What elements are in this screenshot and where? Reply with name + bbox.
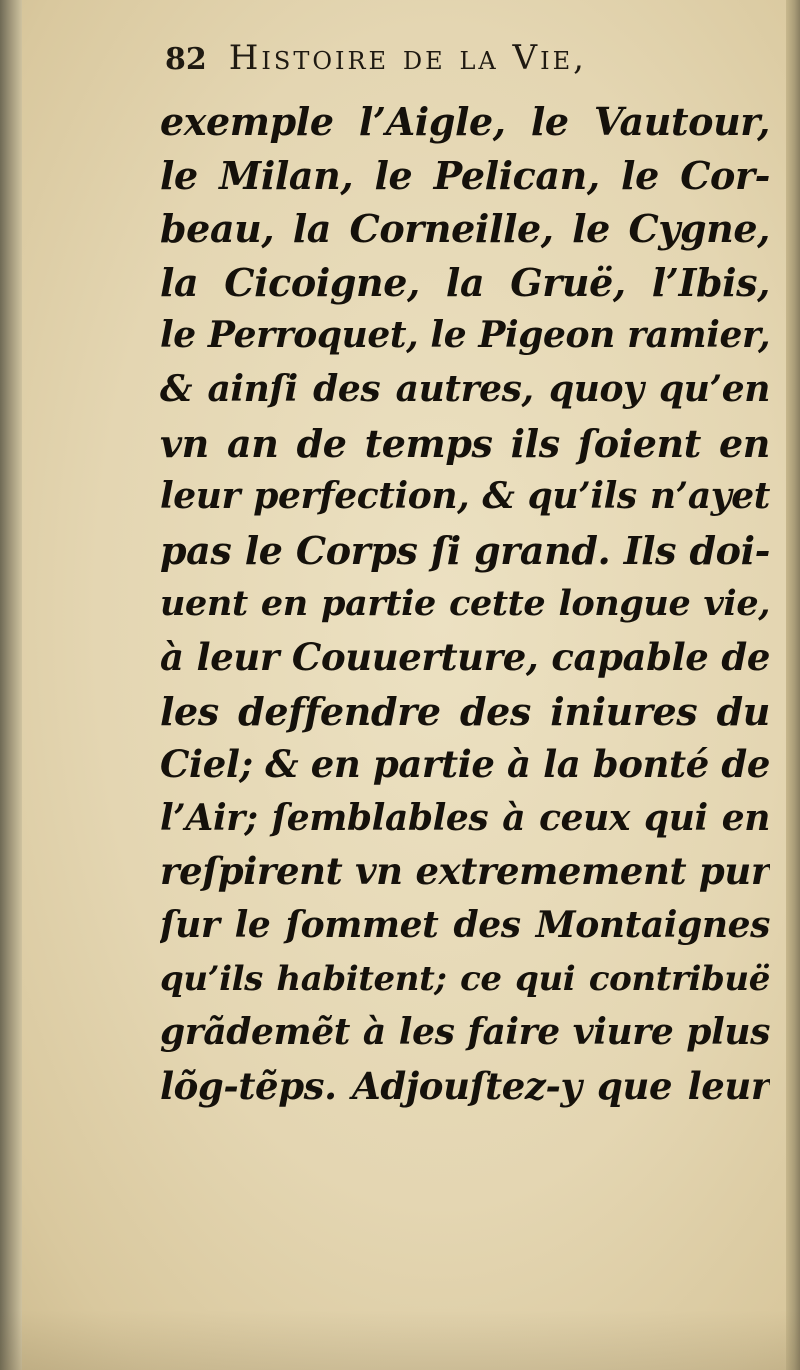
- page-bottom-shade: [0, 1310, 800, 1370]
- text-line: Ciel; & en partie à la bonté de: [160, 742, 770, 787]
- page-number: 82: [165, 42, 207, 77]
- text-line: leur perfection, & qu’ils n’ayet: [160, 475, 770, 518]
- text-line: pas le Corps ſi grand. Ils doi-: [160, 527, 770, 573]
- text-line: à leur Couuerture, capable de: [160, 634, 770, 679]
- text-line: lõg-tẽps. Adjouſtez-y que leur: [160, 1063, 770, 1108]
- running-title: Histoire de la Vie,: [228, 38, 587, 78]
- page-right-edge: [786, 0, 800, 1370]
- text-line: qu’ils habitent; ce qui contribuë: [160, 958, 770, 999]
- text-line: la Cicoigne, la Gruë, l’Ibis,: [160, 259, 770, 305]
- text-line: uent en partie cette longue vie,: [160, 583, 770, 625]
- text-line: grãdemẽt à les faire viure plus: [160, 1011, 770, 1054]
- text-line: le Milan, le Pelican, le Cor-: [160, 152, 770, 198]
- body-text: [160, 95, 770, 1113]
- text-line: ſur le ſommet des Montaignes: [160, 903, 770, 946]
- text-line: reſpirent vn extremement pur: [160, 849, 770, 894]
- page-gutter-shadow: [0, 0, 22, 1370]
- text-line: exemple l’Aigle, le Vautour,: [160, 99, 770, 144]
- running-head: [165, 38, 725, 98]
- text-line: beau, la Corneille, le Cygne,: [160, 206, 770, 252]
- text-line: l’Air; ſemblables à ceux qui en: [160, 796, 770, 839]
- text-line: les deffendre des iniures du: [160, 688, 770, 734]
- text-line: & ainſi des autres, quoy qu’en: [160, 367, 770, 410]
- text-line: le Perroquet, le Pigeon ramier,: [160, 314, 770, 357]
- text-line: vn an de temps ils ſoient en: [160, 420, 770, 466]
